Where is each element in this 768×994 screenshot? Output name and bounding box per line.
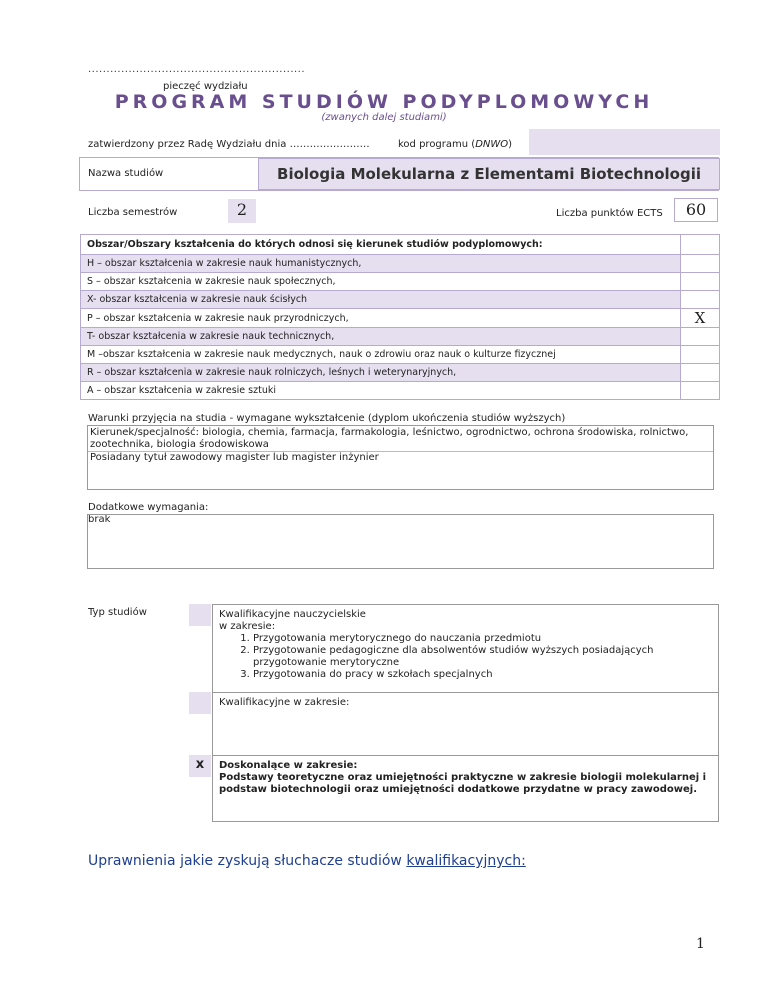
teacher-qualifying-section [213, 605, 718, 693]
area-row: H – obszar kształcenia w zakresie nauk humanistycznych, [81, 255, 681, 273]
semesters-label: Liczba semestrów [88, 207, 178, 218]
additional-value: brak [88, 514, 111, 525]
rights-text: Uprawnienia jakie zyskują słuchacze studiów [88, 853, 402, 869]
teacher-scope: w zakresie: [219, 621, 276, 632]
improving-section [213, 756, 718, 821]
area-mark-cell[interactable] [681, 364, 720, 382]
admission-field[interactable] [87, 425, 714, 490]
improving-description: Podstawy teoretyczne oraz umiejętności praktyczne w zakresie biologii molekularnej i podstaw biotechnologii oraz umiejętności dodatkowe przydatne w pracy zawodowej. [219, 772, 707, 795]
area-row: P – obszar kształcenia w zakresie nauk przyrodniczych, [81, 309, 681, 328]
ects-label: Liczba punktów ECTS [556, 208, 663, 219]
list-item: 3. Przygotowania do pracy w szkołach specjalnych [253, 669, 712, 681]
study-areas-table [80, 234, 720, 400]
area-mark-cell[interactable] [681, 382, 720, 400]
area-mark-cell[interactable] [681, 328, 720, 346]
improving-checkbox[interactable]: x [189, 755, 211, 777]
area-row: M –obszar kształcenia w zakresie nauk medycznych, nauk o zdrowiu oraz nauk o kulturze fizycznej [81, 346, 681, 364]
program-code-label: kod programu (DNWO) [398, 139, 513, 150]
teacher-title: Kwalifikacyjne nauczycielskie [219, 609, 366, 620]
rights-link[interactable]: kwalifikacyjnych: [406, 853, 526, 869]
area-row: A – obszar kształcenia w zakresie sztuki [81, 382, 681, 400]
qualifying-section [213, 693, 718, 756]
semesters-value[interactable]: 2 [228, 199, 256, 223]
study-type-label: Typ studiów [88, 607, 147, 618]
area-row: R – obszar kształcenia w zakresie nauk rolniczych, leśnych i weterynaryjnych, [81, 364, 681, 382]
qualifying-checkbox[interactable] [189, 692, 211, 714]
teacher-scope-list [219, 633, 712, 681]
program-code-field[interactable] [529, 129, 720, 155]
additional-label-text: Dodatkowe wymagania: [88, 502, 209, 513]
areas-header-mark [681, 235, 720, 255]
page-number: 1 [696, 936, 705, 952]
rights-heading [88, 853, 526, 869]
stamp-label: pieczęć wydziału [163, 81, 248, 92]
teacher-qualifying-checkbox[interactable] [189, 604, 211, 626]
study-type-options [212, 604, 719, 822]
page-title: PROGRAM STUDIÓW PODYPLOMOWYCH [114, 91, 654, 113]
study-name-label: Nazwa studiów [88, 168, 164, 179]
improving-title: Doskonalące w zakresie: [219, 760, 358, 771]
area-mark-cell[interactable] [681, 273, 720, 291]
area-row: S – obszar kształcenia w zakresie nauk społecznych, [81, 273, 681, 291]
list-item: 1. Przygotowania merytorycznego do nauczania przedmiotu [253, 633, 712, 645]
area-row: T- obszar kształcenia w zakresie nauk technicznych, [81, 328, 681, 346]
area-mark-cell[interactable] [681, 346, 720, 364]
area-row: X- obszar kształcenia w zakresie nauk ścisłych [81, 291, 681, 309]
ects-value[interactable]: 60 [674, 198, 718, 222]
additional-field[interactable] [87, 514, 714, 569]
approval-date-text: zatwierdzony przez Radę Wydziału dnia …………………… [88, 139, 370, 150]
area-mark-cell[interactable] [681, 291, 720, 309]
stamp-dotted-line: ........................................................... [88, 64, 306, 75]
area-mark-cell[interactable] [681, 255, 720, 273]
page-subtitle: (zwanych dalej studiami) [321, 112, 447, 123]
qualifying-title: Kwalifikacyjne w zakresie: [219, 697, 350, 708]
list-item: 2. Przygotowanie pedagogiczne dla absolwentów studiów wyższych posiadających przygotowanie merytoryczne [253, 645, 712, 669]
admission-degree-text: Posiadany tytuł zawodowy magister lub magister inżynier [88, 451, 713, 464]
area-mark-cell[interactable]: X [681, 309, 720, 328]
admission-fields-text: Kierunek/specjalność: biologia, chemia, farmacja, farmakologia, leśnictwo, ogrodnictwo, ochrona środowiska, rolnictwo, zootechnika, biologia środowiskowa [90, 427, 689, 450]
study-name-value[interactable]: Biologia Molekularna z Elementami Biotechnologii [258, 158, 720, 190]
areas-header: Obszar/Obszary kształcenia do których odnosi się kierunek studiów podyplomowych: [81, 235, 681, 255]
admission-label: Warunki przyjęcia na studia - wymagane wykształcenie (dyplom ukończenia studiów wyższych) [88, 413, 566, 424]
